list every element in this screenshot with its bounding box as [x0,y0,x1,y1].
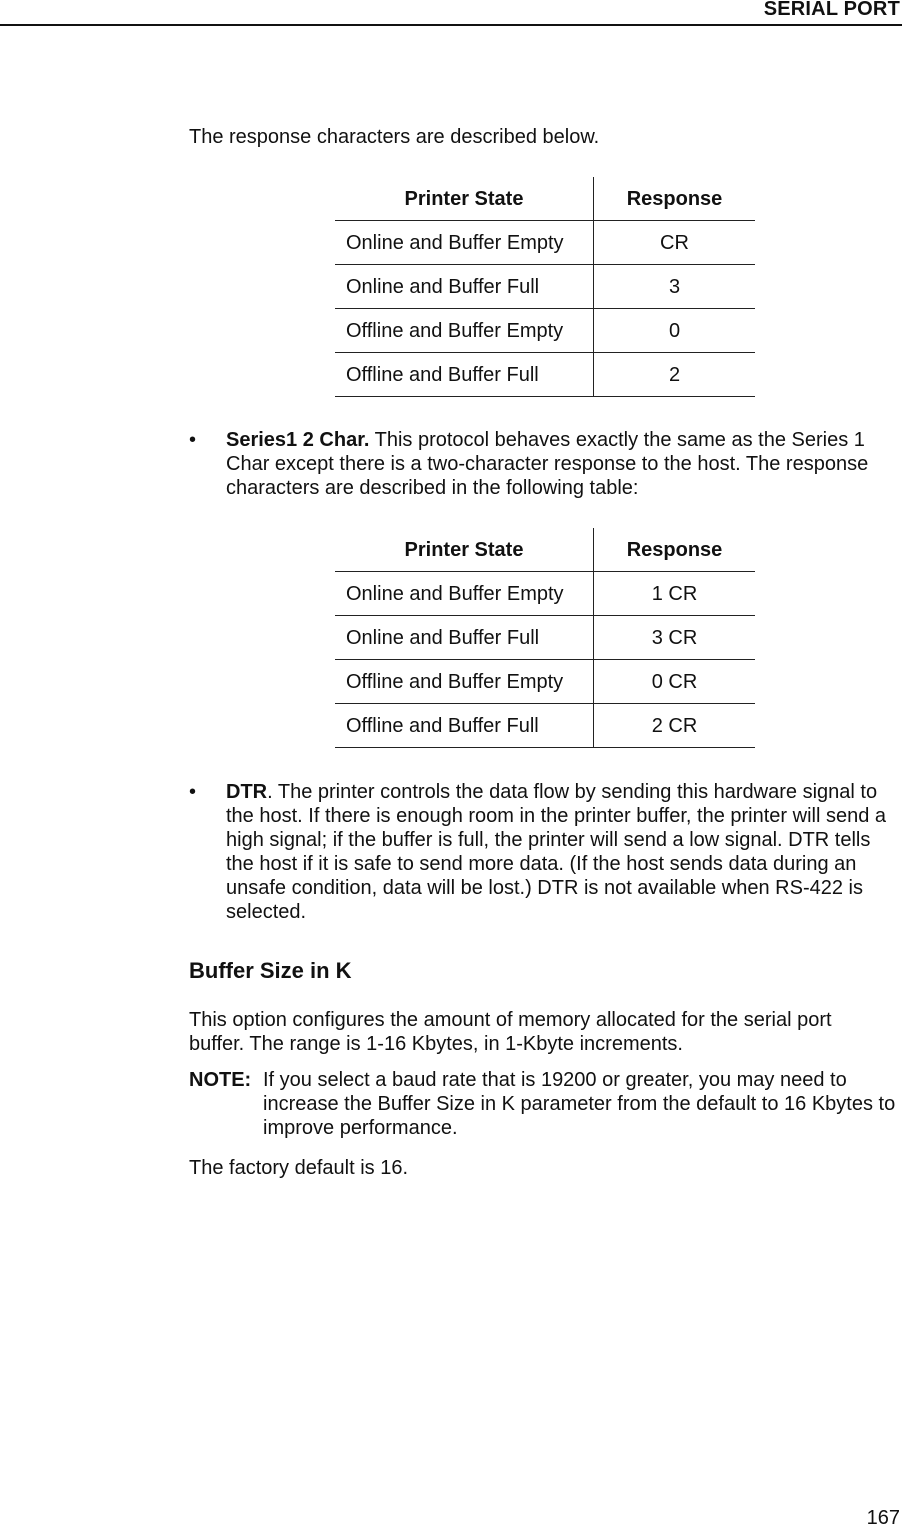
cell-printer-state: Offline and Buffer Empty [335,309,594,353]
cell-response: CR [594,221,756,265]
bullet-icon: • [189,429,197,451]
response-table-1 [335,177,755,397]
bullet-series1-2-char [226,428,898,500]
header-rule [0,24,902,26]
cell-printer-state: Offline and Buffer Full [335,704,594,748]
cell-response: 2 [594,353,756,397]
buffer-size-description: This option configures the amount of memory allocated for the serial port buffer. The range is 1-16 Kbytes, in 1-Kbyte increments. [189,1009,832,1055]
bullet-term: Series1 2 Char. [226,429,370,451]
bullet-body: This protocol behaves exactly the same as the Series 1 Char except there is a two-character response to the host. The response characters are described in the following table: [226,429,869,499]
page-header-title: SERIAL PORT [763,0,900,20]
bullet-term: DTR [226,781,268,803]
table-header-row [335,177,755,221]
note-label: NOTE: [189,1069,252,1091]
cell-response: 0 [594,309,756,353]
cell-response: 2 CR [594,704,756,748]
page-number: 167 [866,1507,900,1529]
table-row [335,265,755,309]
bullet-body: . The printer controls the data flow by sending this hardware signal to the host. If there is enough room in the printer buffer, the printer will send a high signal; if the buffer is full, the printer will send a low signal. DTR tells the host if it is safe to send more data. (If the host sends data during an unsafe condition, data will be lost.) DTR is not available when RS-422 is selected. [226,781,887,923]
bullet-icon: • [189,781,197,803]
cell-printer-state: Online and Buffer Empty [335,572,594,616]
cell-printer-state: Online and Buffer Empty [335,221,594,265]
cell-response: 0 CR [594,660,756,704]
column-header-printer-state: Printer State [335,528,594,572]
table-row [335,572,755,616]
bullet-dtr [226,780,898,924]
table-header-row [335,528,755,572]
intro-paragraph: The response characters are described below. [189,126,600,148]
cell-printer-state: Online and Buffer Full [335,265,594,309]
table-row [335,704,755,748]
table-row [335,221,755,265]
note-text: If you select a baud rate that is 19200 or greater, you may need to increase the Buffer Size in K parameter from the default to 16 Kbytes to improve performance. [263,1069,896,1139]
table-row [335,353,755,397]
table-row [335,660,755,704]
column-header-response: Response [594,528,756,572]
cell-response: 1 CR [594,572,756,616]
table-row [335,616,755,660]
column-header-printer-state: Printer State [335,177,594,221]
cell-response: 3 CR [594,616,756,660]
cell-response: 3 [594,265,756,309]
cell-printer-state: Online and Buffer Full [335,616,594,660]
cell-printer-state: Offline and Buffer Empty [335,660,594,704]
section-heading-buffer-size: Buffer Size in K [189,958,352,983]
factory-default-text: The factory default is 16. [189,1157,409,1179]
cell-printer-state: Offline and Buffer Full [335,353,594,397]
response-table-2 [335,528,755,748]
table-row [335,309,755,353]
column-header-response: Response [594,177,756,221]
